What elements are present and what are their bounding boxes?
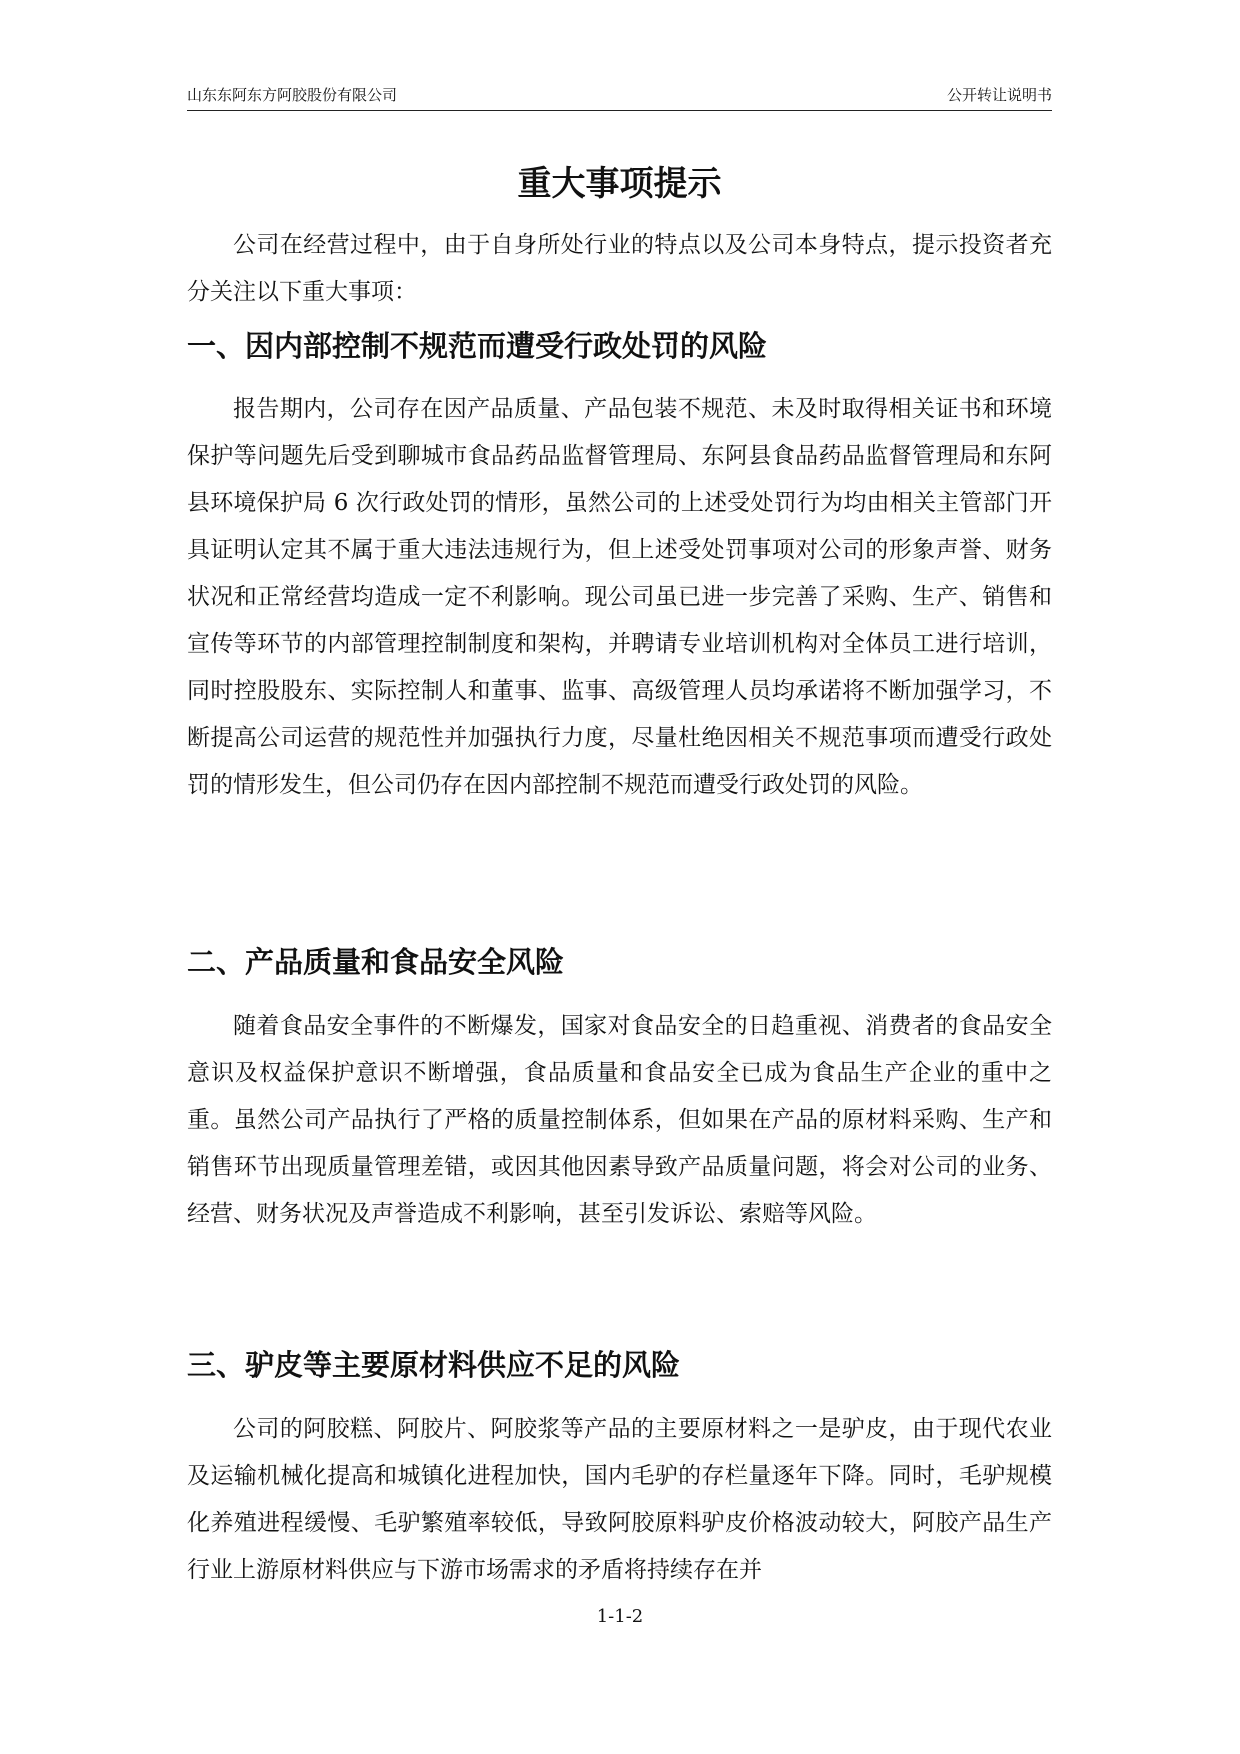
section-1-body <box>187 386 1052 809</box>
section-3-body <box>187 1406 1052 1594</box>
section-paragraph: 随着食品安全事件的不断爆发，国家对食品安全的日趋重视、消费者的食品安全意识及权益保护意识不断增强，食品质量和食品安全已成为食品生产企业的重中之重。虽然公司产品执行了严格的质量控制体系，但如果在产品的原材料采购、生产和销售环节出现质量管理差错，或因其他因素导致产品质量问题，将会对公司的业务、经营、财务状况及声誉造成不利影响，甚至引发诉讼、索赔等风险。 <box>187 1013 1052 1227</box>
intro-block <box>187 222 1052 316</box>
intro-paragraph: 公司在经营过程中，由于自身所处行业的特点以及公司本身特点，提示投资者充分关注以下重大事项： <box>187 232 1052 305</box>
section-paragraph: 报告期内，公司存在因产品质量、产品包装不规范、未及时取得相关证书和环境保护等问题先后受到聊城市食品药品监督管理局、东阿县食品药品监督管理局和东阿县环境保护局 6 次行政处罚的情形，虽然公司的上述受处罚行为均由相关主管部门开具证明认定其不属于重大违法违规行为，但上述受处罚事项对公司的形象声誉、财务状况和正常经营均造成一定不利影响。现公司虽已进一步完善了采购、生产、销售和宣传等环节的内部管理控制制度和架构，并聘请专业培训机构对全体员工进行培训，同时控股股东、实际控制人和董事、监事、高级管理人员均承诺将不断加强学习，不断提高公司运营的规范性并加强执行力度，尽量杜绝因相关不规范事项而遭受行政处罚的情形发生，但公司仍存在因内部控制不规范而遭受行政处罚的风险。 <box>187 396 1052 798</box>
section-heading: 二、产品质量和食品安全风险 <box>187 945 565 979</box>
section-heading: 三、驴皮等主要原材料供应不足的风险 <box>187 1348 681 1382</box>
section-paragraph: 公司的阿胶糕、阿胶片、阿胶浆等产品的主要原材料之一是驴皮，由于现代农业及运输机械化提高和城镇化进程加快，国内毛驴的存栏量逐年下降。同时，毛驴规模化养殖进程缓慢、毛驴繁殖率较低，导致阿胶原料驴皮价格波动较大，阿胶产品生产行业上游原材料供应与下游市场需求的矛盾将持续存在并 <box>187 1416 1052 1583</box>
section-3 <box>187 1345 1052 1385</box>
header-document-type: 公开转让说明书 <box>946 86 1052 104</box>
page-header <box>187 86 1052 111</box>
section-2 <box>187 942 1052 982</box>
header-company-name: 山东东阿东方阿胶股份有限公司 <box>187 86 398 104</box>
section-2-body <box>187 1003 1052 1238</box>
page-number: 1-1-2 <box>596 1606 644 1627</box>
page-title: 重大事项提示 <box>517 164 722 204</box>
section-heading: 一、因内部控制不规范而遭受行政处罚的风险 <box>187 329 768 363</box>
section-1 <box>187 326 1052 366</box>
